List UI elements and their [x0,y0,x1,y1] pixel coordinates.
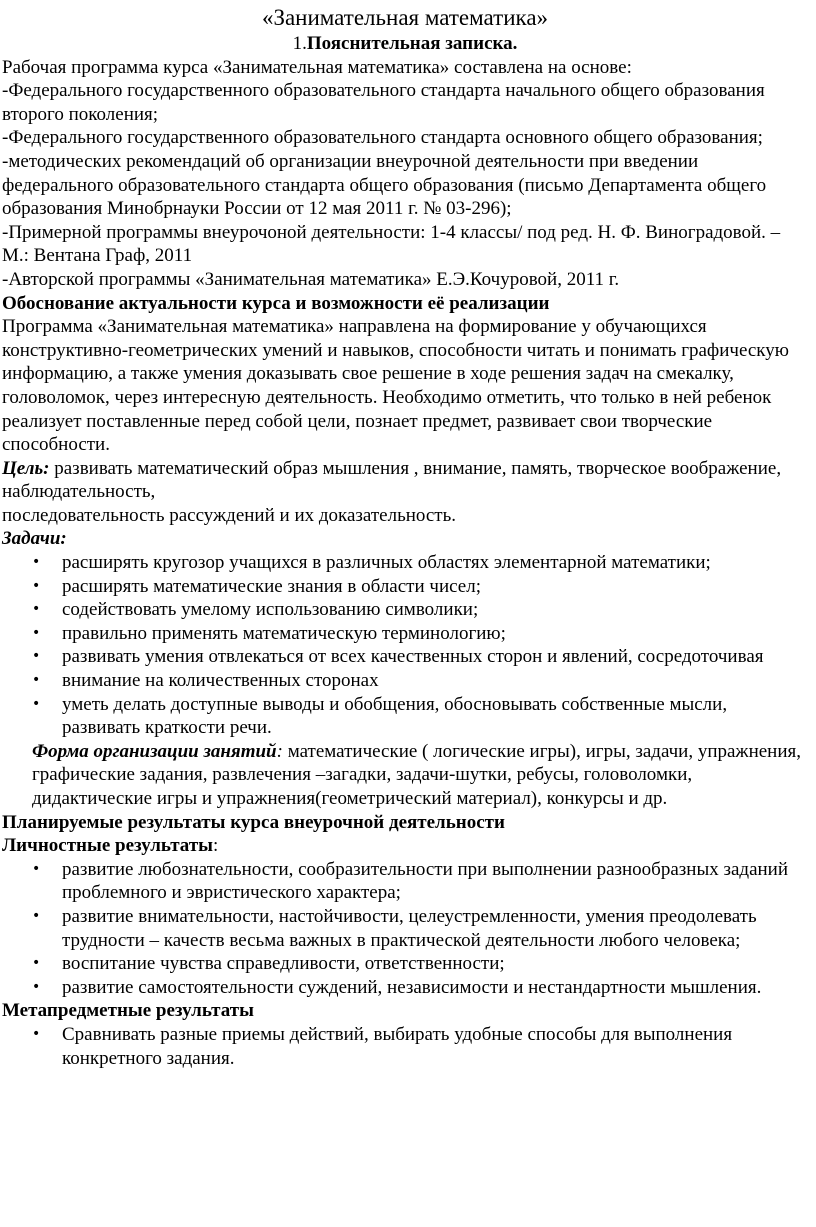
list-item: • расширять математические знания в области чисел; [2,575,808,599]
list-item: • внимание на количественных сторонах [2,669,808,693]
tasks-heading: Задачи: [2,528,67,550]
list-item: • развитие любознательности, сообразительности при выполнении разнообразных заданий проблемного и эвристического характера; [2,858,808,905]
list-item: • развитие самостоятельности суждений, независимости и нестандартности мышления. [2,976,808,1000]
section-number: 1. [292,33,307,54]
basis-paragraph: -Примерной программы внеурочоной деятельности: 1-4 классы/ под ред. Н. Ф. Виноградовой. – М.: Вентана Граф, 2011 [2,221,781,267]
list-item: • уметь делать доступные выводы и обобщения, обосновывать собственные мысли, развивать краткости речи. [2,693,808,740]
list-item: • содействовать умелому использованию символики; [2,598,808,622]
basis-paragraph: -методических рекомендаций об организации внеурочной деятельности при введении федерального образовательного стандарта общего образования (письмо Департамента общего образования Минобрнауки России от 12 мая 2011 г. № 03-296); [2,150,767,220]
list-item: • развитие внимательности, настойчивости, целеустремленности, умения преодолевать трудности – качеств весьма важных в практической деятельности любого человека; [2,905,808,952]
basis-paragraph: -Федерального государственного образовательного стандарта начального общего образования второго поколения; [2,80,765,125]
personal-heading: Личностные результаты [2,835,213,857]
list-item: • расширять кругозор учащихся в различных областях элементарной математики; [2,551,808,575]
basis-list [2,56,808,292]
meta-results-list [2,1023,808,1070]
meta-heading: Метапредметные результаты [2,1000,254,1022]
forms-text: математические ( логические игры), игры, задачи, упражнения, графические задания, развлечения –загадки, задачи-шутки, ребусы, головоломки, дидактические игры и упражнения(геометрический материал), конкурсы и др. [32,740,801,809]
document-title: «Занимательная математика» [261,5,549,30]
basis-paragraph: -Федерального государственного образовательного стандарта основного общего образования; [2,127,763,149]
section-heading [2,32,808,56]
goal-continuation: последовательность рассуждений и их доказательность. [2,504,457,526]
results-heading: Планируемые результаты курса внеурочной деятельности [2,811,505,833]
personal-heading-line [2,834,808,858]
list-item: • развивать умения отвлекаться от всех качественных сторон и явлений, сосредоточивая [2,645,808,669]
forms-paragraph [2,740,808,811]
forms-colon: : [276,740,283,762]
tasks-list [2,551,808,740]
list-item: • Сравнивать разные приемы действий, выбирать удобные способы для выполнения конкретного задания. [2,1023,808,1070]
goal-text: развивать математический образ мышления , внимание, память, творческое воображение, наблюдательность, [2,457,782,503]
list-item: • воспитание чувства справедливости, ответственности; [2,952,808,976]
goal-paragraph [2,457,808,504]
relevance-heading: Обоснование актуальности курса и возможности её реализации [2,292,550,314]
relevance-paragraph: Программа «Занимательная математика» направлена на формирование у обучающихся конструктивно-геометрических умений и навыков, способности читать и понимать графическую информацию, а также умения доказывать свое решение в ходе решения задач на смекалку, головоломок, через интересную деятельность. Необходимо отметить, что только в ней ребенок реализует поставленные перед собой цели, познает предмет, развивает свои творческие способности. [2,316,789,456]
personal-colon: : [213,835,219,857]
basis-paragraph: -Авторской программы «Занимательная математика» Е.Э.Кочуровой, 2011 г. [2,268,620,290]
goal-label: Цель: [2,457,50,479]
section-title: Пояснительная записка. [306,33,518,54]
forms-label: Форма организации занятий [32,740,277,762]
list-item: • правильно применять математическую терминологию; [2,622,808,646]
basis-paragraph: Рабочая программа курса «Занимательная математика» составлена на основе: [2,56,632,78]
personal-results-list [2,858,808,1000]
